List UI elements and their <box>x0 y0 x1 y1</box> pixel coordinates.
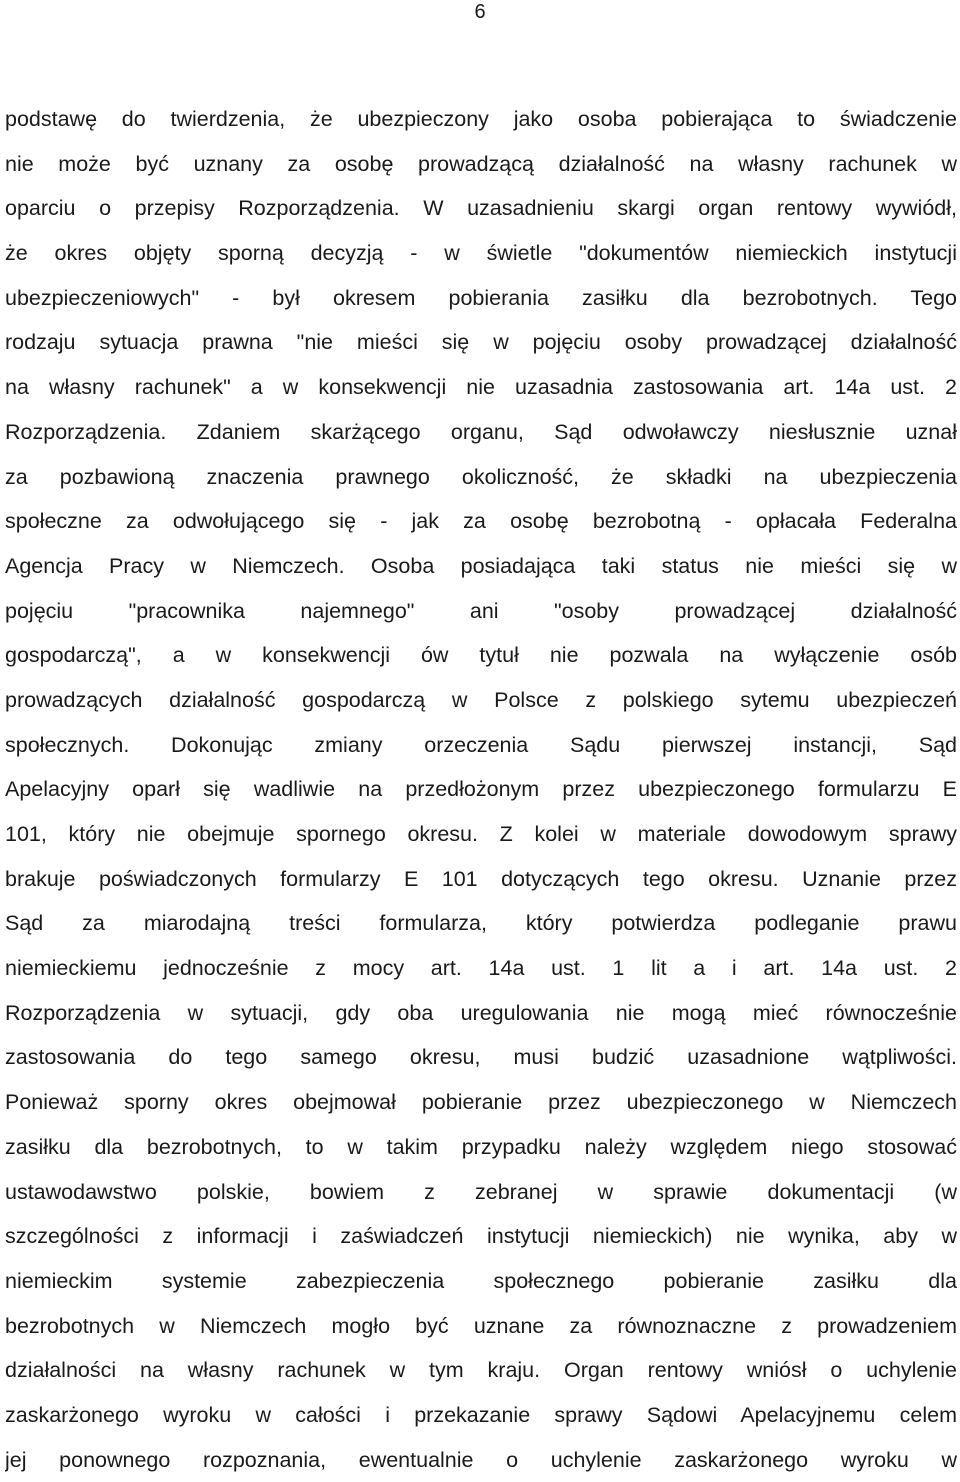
text-line: zastosowania do tego samego okresu, musi budzić uzasadnione wątpliwości. <box>5 1045 957 1070</box>
text-line: Apelacyjny oparł się wadliwie na przedłożonym przez ubezpieczonego formularzu E <box>5 777 957 802</box>
text-line: ustawodawstwo polskie, bowiem z zebranej w sprawie dokumentacji (w <box>5 1179 957 1204</box>
text-line: rodzaju sytuacja prawna "nie mieści się w pojęciu osoby prowadzącej działalność <box>5 330 957 355</box>
text-line: 101, który nie obejmuje spornego okresu. Z kolei w materiale dowodowym sprawy <box>5 822 957 846</box>
text-line: Sąd za miarodajną treści formularza, który potwierdza podleganie prawu <box>5 911 957 936</box>
text-line: podstawę do twierdzenia, że ubezpieczony jako osoba pobierająca to świadczenie <box>5 107 957 131</box>
text-line: pojęciu "pracownika najemnego" ani "osoby prowadzącej działalność <box>5 598 957 623</box>
text-line: zaskarżonego wyroku w całości i przekazanie sprawy Sądowi Apelacyjnemu celem <box>5 1402 957 1427</box>
text-line: szczególności z informacji i zaświadczeń instytucji niemieckich) nie wynika, aby w <box>5 1224 957 1249</box>
page-number: 6 <box>474 1 486 23</box>
body-text <box>5 97 957 1482</box>
text-line: na własny rachunek" a w konsekwencji nie uzasadnia zastosowania art. 14a ust. 2 <box>5 375 957 400</box>
text-line: gospodarczą", a w konsekwencji ów tytuł nie pozwala na wyłączenie osób <box>5 643 957 668</box>
text-line: niemieckim systemie zabezpieczenia społecznego pobieranie zasiłku dla <box>5 1268 957 1293</box>
text-line: niemieckiemu jednocześnie z mocy art. 14a ust. 1 lit a i art. 14a ust. 2 <box>5 956 957 981</box>
text-line: społeczne za odwołującego się - jak za osobę bezrobotną - opłacała Federalna <box>5 509 957 534</box>
text-line: że okres objęty sporną decyzją - w świetle "dokumentów niemieckich instytucji <box>5 241 957 266</box>
text-line: działalności na własny rachunek w tym kraju. Organ rentowy wniósł o uchylenie <box>5 1358 957 1383</box>
text-line: zasiłku dla bezrobotnych, to w takim przypadku należy względem niego stosować <box>5 1134 957 1159</box>
text-line: Ponieważ sporny okres obejmował pobieranie przez ubezpieczonego w Niemczech <box>5 1090 957 1115</box>
text-line: za pozbawioną znaczenia prawnego okoliczność, że składki na ubezpieczenia <box>5 464 957 489</box>
text-line: Agencja Pracy w Niemczech. Osoba posiadająca taki status nie mieści się w <box>5 553 957 578</box>
text-line: brakuje poświadczonych formularzy E 101 dotyczących tego okresu. Uznanie przez <box>5 866 957 891</box>
text-line: ubezpieczeniowych" - był okresem pobierania zasiłku dla bezrobotnych. Tego <box>5 285 957 310</box>
text-line: nie może być uznany za osobę prowadzącą działalność na własny rachunek w <box>5 151 957 176</box>
text-line: społecznych. Dokonując zmiany orzeczenia Sądu pierwszej instancji, Sąd <box>5 732 957 757</box>
text-line: bezrobotnych w Niemczech mogło być uznane za równoznaczne z prowadzeniem <box>5 1313 957 1338</box>
text-line: jej ponownego rozpoznania, ewentualnie o uchylenie zaskarżonego wyroku w <box>5 1447 957 1472</box>
text-line: prowadzących działalność gospodarczą w Polsce z polskiego sytemu ubezpieczeń <box>5 687 957 712</box>
text-line: Rozporządzenia w sytuacji, gdy oba uregulowania nie mogą mieć równocześnie <box>5 1000 957 1025</box>
text-line: oparciu o przepisy Rozporządzenia. W uzasadnieniu skargi organ rentowy wywiódł, <box>5 196 957 221</box>
text-line: Rozporządzenia. Zdaniem skarżącego organu, Sąd odwoławczy niesłusznie uznał <box>5 419 957 444</box>
